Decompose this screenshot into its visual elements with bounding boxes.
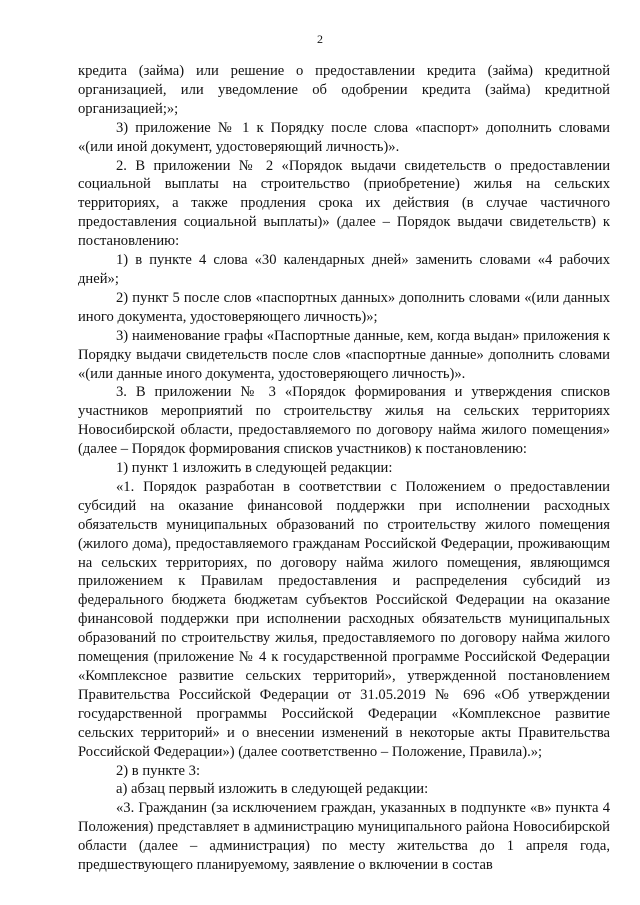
paragraph: 2) в пункте 3: <box>116 762 201 779</box>
paragraph: 1) в пункте 4 слова «30 календарных дней» заменить словами «4 рабочих дней»; <box>78 252 610 287</box>
paragraph: 3) приложение № 1 к Порядку после слова «паспорт» дополнить словами «(или иной документ, удостоверяющий личность)». <box>78 119 610 155</box>
paragraph: «1. Порядок разработан в соответствии с Положением о предоставлении субсидий на оказание финансовой поддержки при исполнении расходных обязательств муниципальных образований по строительству жилого помещения (жилого дома), предоставляемого гражданам Российской Федерации, проживающим на сельских территориях, по договору найма жилого помещения, являющимся приложением к Правилам предоставления и распределения субсидий из федерального бюджета бюджетам субъектов Российской Федерации на оказание финансовой поддержки при исполнении расходных обязательств муниципальных образований по строительству жилья, предоставляемого по договору найма жилого помещения (приложение № 4 к государственной программе Российской Федерации «Комплексное развитие сельских территорий», утвержденной постановлением Правительства Российской Федерации от 31.05.2019 № 696 «Об утверждении государственной программы Российской Федерации «Комплексное развитие сельских территорий» и о внесении изменений в некоторые акты Правительства Российской Федерации») (далее соответственно – Положение, Правила).»; <box>78 478 610 760</box>
paragraph: 1) пункт 1 изложить в следующей редакции: <box>116 460 393 477</box>
paragraph: а) абзац первый изложить в следующей редакции: <box>116 781 429 798</box>
page-number: 2 <box>317 32 323 46</box>
paragraph: 3. В приложении № 3 «Порядок формирования и утверждения списков участников мероприятий по строительству жилья на сельских территориях Новосибирской области, предоставляемого по договору найма жилого помещения» (далее – Порядок формирования списков участников) к постановлению: <box>78 384 610 458</box>
paragraph: 3) наименование графы «Паспортные данные, кем, когда выдан» приложения к Порядку выдачи свидетельств после слов «паспортные данные» дополнить словами «(или данные иного документа, удостоверяющего личность)». <box>78 327 610 382</box>
paragraph: 2) пункт 5 после слов «паспортных данных» дополнить словами «(или данных иного документа, удостоверяющего личность)»; <box>78 289 610 325</box>
document-body <box>78 62 610 875</box>
paragraph: «3. Гражданин (за исключением граждан, указанных в подпункте «в» пункта 4 Положения) представляет в администрацию муниципального района Новосибирской области (далее – администрация) по месту жительства до 1 апреля года, предшествующего планируемому, заявление о включении в состав <box>78 800 610 874</box>
paragraph: кредита (займа) или решение о предоставлении кредита (займа) кредитной организацией, или уведомление об одобрении кредита (займа) кредитной организацией;»; <box>78 63 610 117</box>
paragraph: 2. В приложении № 2 «Порядок выдачи свидетельств о предоставлении социальной выплаты на строительство (приобретение) жилья на сельских территориях, а также продления срока их действия (в случае частичного предоставления социальной выплаты)» (далее – Порядок выдачи свидетельств) к постановлению: <box>78 157 610 250</box>
